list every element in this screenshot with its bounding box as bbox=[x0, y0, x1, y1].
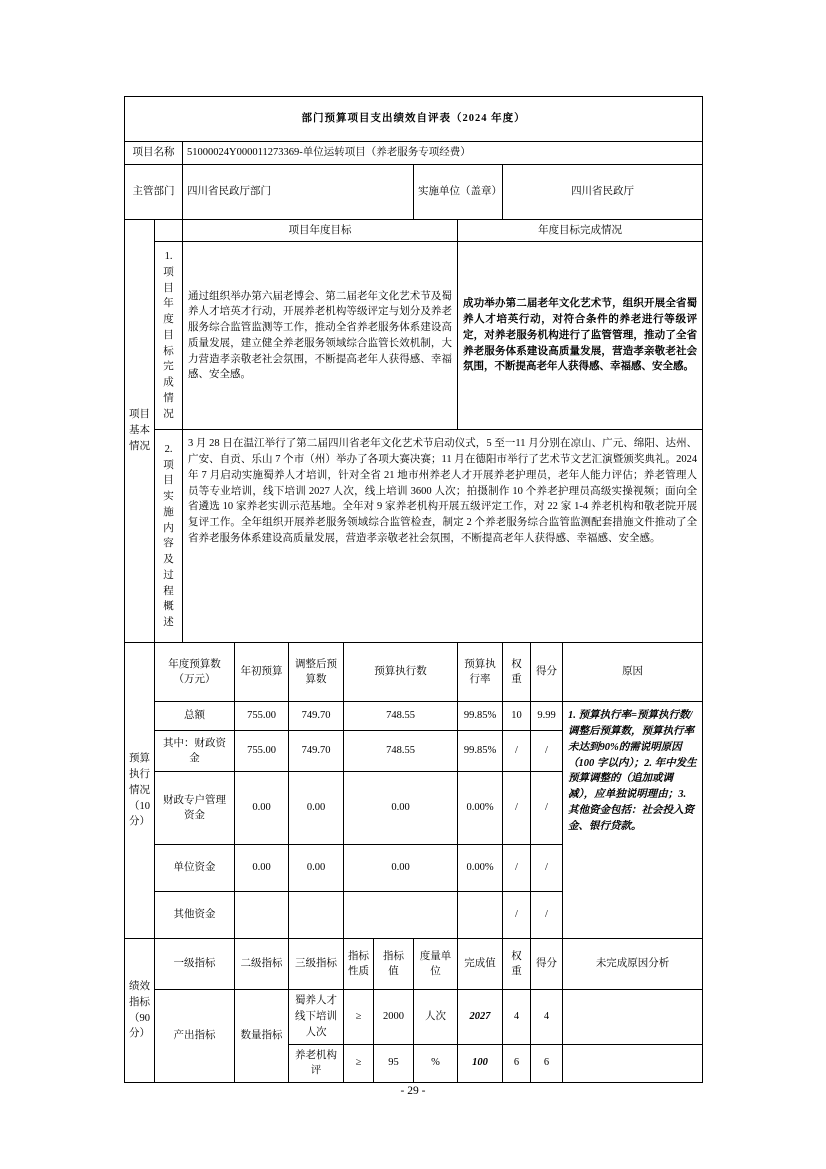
budget-header-row bbox=[125, 643, 703, 702]
perf-actual-value: 100 bbox=[458, 1044, 503, 1083]
item1-result-text: 成功举办第二届老年文化艺术节，组织开展全省蜀养人才培英行动，对符合条件的养老进行等级评定，对养老服务机构进行了监管管理，推动了全省养老服务体系建设高质量发展，营造孝亲敬老社会氛围，不断提高老年人获得感、幸福感、安全感。 bbox=[458, 242, 703, 430]
budget-item-name: 其中：财政资金 bbox=[155, 731, 235, 772]
perf-nature-value: ≥ bbox=[344, 1044, 374, 1083]
perf-score-value: 4 bbox=[531, 990, 563, 1044]
budget-section-label: 预算执行情况（10 分） bbox=[125, 643, 155, 939]
goal-completion-row bbox=[125, 242, 703, 430]
perf-level3-header: 三级指标 bbox=[289, 939, 344, 990]
implement-unit-value: 四川省民政厅 bbox=[503, 164, 703, 219]
budget-rate: 99.85% bbox=[458, 702, 503, 731]
page-title: 部门预算项目支出绩效自评表（2024 年度） bbox=[125, 97, 703, 142]
item2-text: 3 月 28 日在温江举行了第二届四川省老年文化艺术节启动仪式，5 至一11 月分别在凉山、广元、绵阳、达州、广安、自贡、乐山 7 个市（州）举办了各项大赛决赛；11 月在德阳市举行了艺术节文艺汇演暨颁奖典礼。2024 年 7 月启动实施蜀养人才培训，针对全省 21 地市州养老人才开展养老护理员，老年人能力评估；养老管理人员等专业培训，线下培训 2027 人次，线上培训 3600 人次；拍摄制作 10 个养老护理员高级实操视频；面向全省遴选 10 家养老实训示范基地。全年对 9 家养老机构开展五级评定工作，对 22 家 1-4 养老机构和敬老院开展复评工作。全年组织开展养老服务领域综合监管检查，制定 2 个养老服务综合监管监测配套措施文件推动了全省养老服务体系建设高质量发展，营造孝亲敬老社会氛围，不断提高老年人获得感、幸福感、安全感。 bbox=[183, 430, 703, 643]
budget-executed: 0.00 bbox=[344, 845, 458, 892]
budget-rate: 0.00% bbox=[458, 772, 503, 845]
budget-adjusted: 749.70 bbox=[289, 702, 344, 731]
budget-reason-header: 原因 bbox=[563, 643, 703, 702]
budget-weight: / bbox=[503, 772, 531, 845]
budget-rate: 99.85% bbox=[458, 731, 503, 772]
budget-adjusted: 749.70 bbox=[289, 731, 344, 772]
perf-target-header: 指标值 bbox=[374, 939, 414, 990]
perf-target-value: 2000 bbox=[374, 990, 414, 1044]
department-label: 主管部门 bbox=[125, 164, 183, 219]
budget-executed: 0.00 bbox=[344, 772, 458, 845]
perf-analysis-value bbox=[563, 1044, 703, 1083]
budget-rate-header: 预算执行率 bbox=[458, 643, 503, 702]
evaluation-table bbox=[124, 96, 703, 1083]
annual-goal-header: 项目年度目标 bbox=[183, 219, 458, 242]
item1-goal-text: 通过组织举办第六届老博会、第二届老年文化艺术节及蜀养人才培英才行动，开展养老机构等级评定与划分及养老服务综合监管监测等工作，推动全省养老服务体系建设高质量发展，建立健全养老服务领域综合监管长效机制，大力营造孝亲敬老社会氛围，不断提高老年人获得感、幸福感、安全感。 bbox=[183, 242, 458, 430]
budget-score: / bbox=[531, 892, 563, 939]
perf-nature-header: 指标性质 bbox=[344, 939, 374, 990]
budget-executed: 748.55 bbox=[344, 731, 458, 772]
budget-score: / bbox=[531, 731, 563, 772]
budget-adjusted-header: 调整后预算数 bbox=[289, 643, 344, 702]
perf-weight-header: 权重 bbox=[503, 939, 531, 990]
perf-score-value: 6 bbox=[531, 1044, 563, 1083]
perf-target-value: 95 bbox=[374, 1044, 414, 1083]
performance-section-label: 绩效指标（90 分） bbox=[125, 939, 155, 1083]
budget-year-header: 年度预算数（万元） bbox=[155, 643, 235, 702]
department-value: 四川省民政厅部门 bbox=[183, 164, 414, 219]
budget-initial: 755.00 bbox=[235, 702, 289, 731]
perf-analysis-value bbox=[563, 990, 703, 1044]
performance-header-row bbox=[125, 939, 703, 990]
perf-level3-value: 养老机构评 bbox=[289, 1044, 344, 1083]
perf-level1-header: 一级指标 bbox=[155, 939, 235, 990]
page-number: - 29 - bbox=[400, 1085, 426, 1097]
budget-adjusted bbox=[289, 892, 344, 939]
item2-label: 2. 项目实施内容及过程概述 bbox=[155, 430, 183, 643]
item1-label: 1. 项目年度目标完成情况 bbox=[155, 242, 183, 430]
perf-actual-header: 完成值 bbox=[458, 939, 503, 990]
budget-executed bbox=[344, 892, 458, 939]
budget-score: / bbox=[531, 845, 563, 892]
project-name-value: 51000024Y000011273369-单位运转项目（养老服务专项经费） bbox=[183, 141, 703, 164]
budget-initial: 755.00 bbox=[235, 731, 289, 772]
performance-row bbox=[125, 990, 703, 1044]
title-row bbox=[125, 97, 703, 142]
budget-item-name: 其他资金 bbox=[155, 892, 235, 939]
basic-info-label: 项目基本情况 bbox=[125, 219, 155, 643]
perf-level1-value: 产出指标 bbox=[155, 990, 235, 1083]
budget-rate bbox=[458, 892, 503, 939]
budget-executed: 748.55 bbox=[344, 702, 458, 731]
perf-score-header: 得分 bbox=[531, 939, 563, 990]
budget-item-name: 单位资金 bbox=[155, 845, 235, 892]
perf-actual-value: 2027 bbox=[458, 990, 503, 1044]
budget-item-name: 财政专户管理资金 bbox=[155, 772, 235, 845]
project-name-row bbox=[125, 141, 703, 164]
budget-rate: 0.00% bbox=[458, 845, 503, 892]
budget-score-header: 得分 bbox=[531, 643, 563, 702]
budget-weight-header: 权重 bbox=[503, 643, 531, 702]
department-row bbox=[125, 164, 703, 219]
budget-executed-header: 预算执行数 bbox=[344, 643, 458, 702]
budget-item-name: 总额 bbox=[155, 702, 235, 731]
budget-score: 9.99 bbox=[531, 702, 563, 731]
budget-initial: 0.00 bbox=[235, 845, 289, 892]
budget-adjusted: 0.00 bbox=[289, 772, 344, 845]
perf-unit-value: 人次 bbox=[414, 990, 458, 1044]
budget-initial: 0.00 bbox=[235, 772, 289, 845]
annual-result-header: 年度目标完成情况 bbox=[458, 219, 703, 242]
budget-adjusted: 0.00 bbox=[289, 845, 344, 892]
perf-weight-value: 6 bbox=[503, 1044, 531, 1083]
budget-initial-header: 年初预算 bbox=[235, 643, 289, 702]
goal-header-row bbox=[125, 219, 703, 242]
budget-weight: / bbox=[503, 845, 531, 892]
budget-score: / bbox=[531, 772, 563, 845]
perf-analysis-header: 未完成原因分析 bbox=[563, 939, 703, 990]
perf-level3-value: 蜀养人才线下培训人次 bbox=[289, 990, 344, 1044]
budget-weight: / bbox=[503, 731, 531, 772]
perf-unit-header: 度量单位 bbox=[414, 939, 458, 990]
budget-reason-note: 1. 预算执行率=预算执行数/调整后预算数，预算执行率未达到90%的需说明原因（100 字以内）；2. 年中发生预算调整的（追加或调减），应单独说明理由；3. 其他资金包括：社会投入资金、银行贷款。 bbox=[563, 702, 703, 939]
budget-initial bbox=[235, 892, 289, 939]
budget-weight: 10 bbox=[503, 702, 531, 731]
perf-nature-value: ≥ bbox=[344, 990, 374, 1044]
implement-unit-label: 实施单位（盖章） bbox=[414, 164, 503, 219]
perf-unit-value: % bbox=[414, 1044, 458, 1083]
budget-row bbox=[125, 702, 703, 731]
budget-weight: / bbox=[503, 892, 531, 939]
perf-level2-header: 二级指标 bbox=[235, 939, 289, 990]
perf-weight-value: 4 bbox=[503, 990, 531, 1044]
evaluation-sheet bbox=[124, 96, 702, 1083]
project-name-label: 项目名称 bbox=[125, 141, 183, 164]
implementation-row bbox=[125, 430, 703, 643]
perf-level2-value: 数量指标 bbox=[235, 990, 289, 1083]
